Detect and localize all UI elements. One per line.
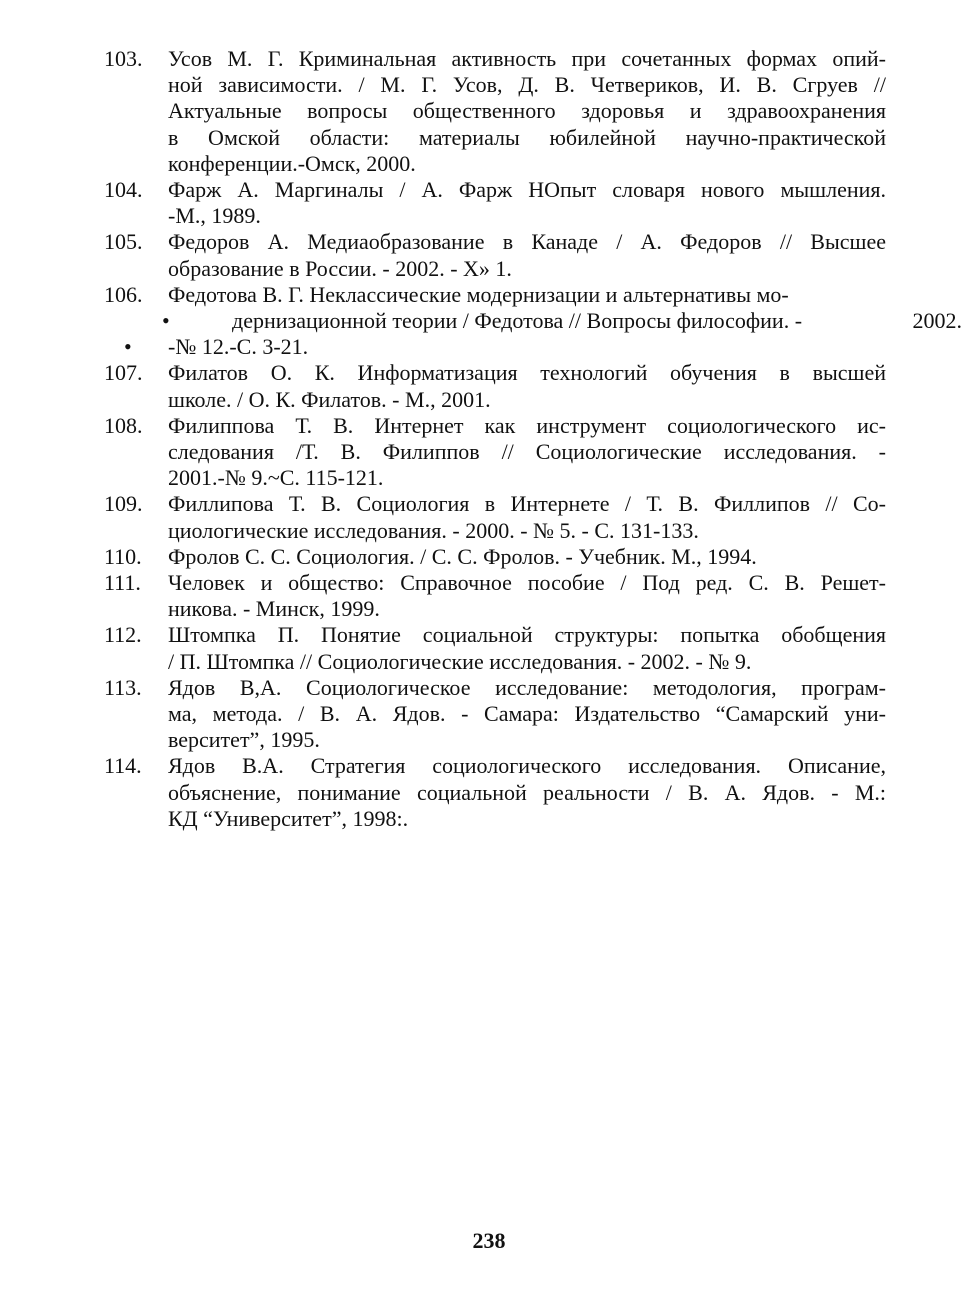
reference-line: 2001.-№ 9.~С. 115-121. [168,465,384,491]
reference-item [104,491,886,543]
reference-line: Ядов В,А. Социологическое исследование: методология, програм- [168,674,886,700]
reference-number: 113. [104,674,142,700]
reference-line: -М., 1989. [168,203,261,229]
reference-number: 106. [104,281,143,307]
reference-item [104,413,886,492]
reference-line: Ядов В.А. Стратегия социологического исследования. Описание, [168,753,886,779]
reference-line: Филатов О. К. Информатизация технологий обучения в высшей [168,360,886,386]
reference-line: конференции.-Омск, 2000. [168,150,416,176]
reference-number: 110. [104,543,142,569]
reference-number: 108. [104,412,143,438]
reference-item [104,177,886,229]
reference-line: школе. / О. К. Филатов. - М., 2001. [168,386,491,412]
reference-item [104,753,886,832]
reference-line: Человек и общество: Справочное пособие / Под ред. С. В. Решет- [168,570,886,596]
reference-number: 109. [104,491,143,517]
reference-number: 103. [104,46,143,71]
reference-line: Федотова В. Г. Неклассические модернизации и альтернативы мо- [168,281,789,307]
reference-line: объяснение, понимание социальной реальности / В. А. Ядов. - М.: [168,779,886,805]
reference-list [104,46,962,832]
reference-line [162,308,962,334]
reference-number: 114. [104,753,142,779]
reference-item [104,46,886,177]
reference-line: КД “Университет”, 1998:. [168,805,409,831]
reference-item [104,360,886,412]
reference-line: Филлипова Т. В. Социология в Интернете / Т. В. Филлипов // Со- [168,491,886,517]
reference-line: ной зависимости. / М. Г. Усов, Д. В. Четвериков, И. В. Сгруев // [168,72,886,98]
reference-line: образование в России. - 2002. - Х» 1. [168,255,512,281]
reference-item [104,675,886,754]
reference-line-text: -№ 12.-С. 3-21. [168,334,309,360]
reference-line: / П. Штомпка // Социологические исследования. - 2002. - № 9. [168,648,752,674]
reference-item [104,281,962,361]
reference-line: Фролов С. С. Социология. / С. С. Фролов. - Учебник. М., 1994. [168,543,757,569]
reference-line: никова. - Минск, 1999. [168,596,380,622]
reference-line: следования /Т. В. Филиппов // Социологические исследования. - [168,439,886,465]
reference-line: Фарж А. Маргиналы / А. Фарж НОпыт словаря нового мышления. [168,177,886,203]
reference-line: верситет”, 1995. [168,727,320,753]
page-number: 238 [472,1228,506,1253]
reference-number: 112. [104,622,142,648]
bullet-marker: • [162,308,170,334]
reference-line: Усов М. Г. Криминальная активность при сочетанных формах опий- [168,46,886,71]
reference-line: циологические исследования. - 2000. - № 5. - С. 131-133. [168,517,699,543]
reference-line: Актуальные вопросы общественного здоровья и здравоохранения [168,98,886,124]
reference-number: 104. [104,177,143,203]
reference-line-text: дернизационной теории / Федотова // Вопросы философии. - [232,308,803,334]
reference-item [104,229,886,281]
reference-year: 2002. [912,308,962,334]
reference-item [104,622,886,674]
reference-number: 105. [104,229,143,255]
reference-line: ма, метода. / В. А. Ядов. - Самара: Издательство “Самарский уни- [168,701,886,727]
reference-line: в Омской области: материалы юбилейной научно-практической [168,124,886,150]
reference-line: Штомпка П. Понятие социальной структуры: попытка обобщения [168,622,886,648]
reference-number: 107. [104,360,143,386]
bullet-marker: • [124,334,132,360]
reference-item [104,544,886,570]
reference-number: 111. [104,570,141,596]
reference-line [124,334,886,360]
reference-line: Филиппова Т. В. Интернет как инструмент социологического ис- [168,412,886,438]
reference-item [104,570,886,622]
reference-line: Федоров А. Медиаобразование в Канаде / А. Федоров // Высшее [168,229,886,255]
